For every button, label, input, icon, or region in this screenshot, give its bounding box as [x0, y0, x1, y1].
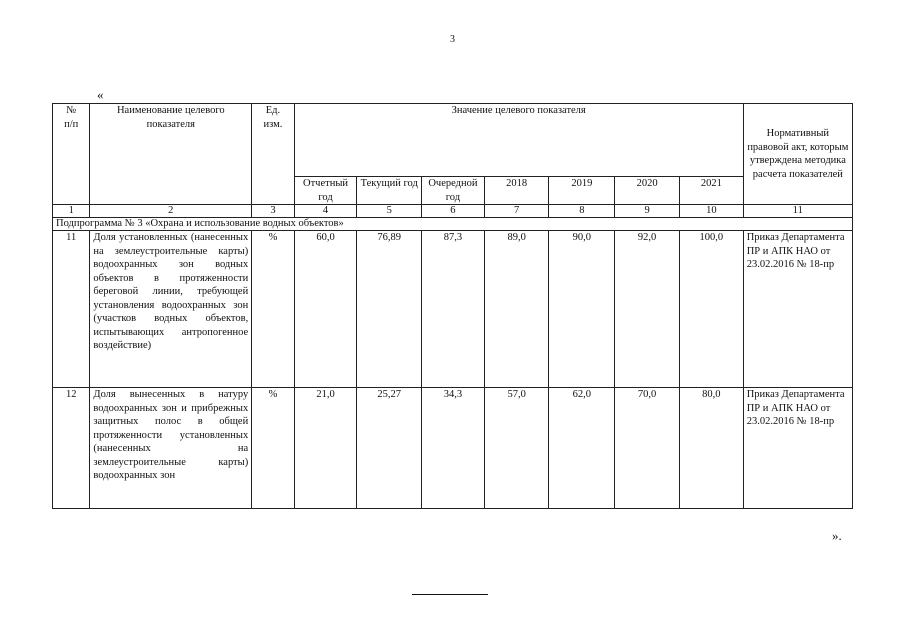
value-2020: 70,0 [615, 388, 680, 509]
header-period-next: Очередной год [422, 177, 485, 205]
value-reporting: 60,0 [294, 231, 357, 388]
column-number: 10 [679, 205, 743, 218]
value-2021: 80,0 [679, 388, 743, 509]
value-2018: 89,0 [484, 231, 549, 388]
header-year-2018: 2018 [484, 177, 549, 205]
footer-divider [412, 594, 488, 595]
header-value-group: Значение целевого показателя [294, 104, 743, 177]
value-next: 87,3 [422, 231, 485, 388]
value-reporting: 21,0 [294, 388, 357, 509]
indicators-table [52, 103, 853, 509]
value-current: 25,27 [357, 388, 422, 509]
column-number: 2 [90, 205, 252, 218]
header-year-2021: 2021 [679, 177, 743, 205]
table-row [53, 388, 853, 509]
column-number: 5 [357, 205, 422, 218]
header-legal-act: Нормативный правовой акт, которым утверждена методика расчета показателей [743, 104, 852, 205]
header-period-reporting: Отчетный год [294, 177, 357, 205]
closing-quote: ». [832, 528, 842, 543]
column-number: 3 [252, 205, 294, 218]
header-period-current: Текущий год [357, 177, 422, 205]
opening-quote: « [97, 87, 104, 102]
header-name: Наименование целевого показателя [90, 104, 252, 205]
column-number: 4 [294, 205, 357, 218]
row-number: 11 [53, 231, 90, 388]
value-2020: 92,0 [615, 231, 680, 388]
column-number-row [53, 205, 853, 218]
header-no: № п/п [53, 104, 90, 205]
column-number: 11 [743, 205, 852, 218]
page-number: 3 [450, 34, 455, 45]
value-next: 34,3 [422, 388, 485, 509]
unit-cell: % [252, 388, 294, 509]
legal-act-cell: Приказ Департамента ПР и АПК НАО от 23.02.2016 № 18-пр [743, 388, 852, 509]
value-2018: 57,0 [484, 388, 549, 509]
indicator-name: Доля вынесенных в натуру водоохранных зон и прибрежных защитных полос в общей протяженности установленных (нанесенных на землеустроительные карты) водоохранных зон [90, 388, 252, 509]
value-current: 76,89 [357, 231, 422, 388]
table-row [53, 231, 853, 388]
unit-cell: % [252, 231, 294, 388]
value-2019: 62,0 [549, 388, 615, 509]
value-2021: 100,0 [679, 231, 743, 388]
row-number: 12 [53, 388, 90, 509]
header-year-2019: 2019 [549, 177, 615, 205]
header-unit: Ед. изм. [252, 104, 294, 205]
header-year-2020: 2020 [615, 177, 680, 205]
indicator-name: Доля установленных (нанесенных на землеустроительные карты) водоохранных зон водных объектов в протяженности береговой линии, требующей установления водоохранных зон (участков водных объектов, испытывающих антропогенное воздействие) [90, 231, 252, 388]
subprogram-title: Подпрограмма № 3 «Охрана и использование водных объектов» [53, 218, 853, 231]
column-number: 6 [422, 205, 485, 218]
column-number: 7 [484, 205, 549, 218]
column-number: 9 [615, 205, 680, 218]
column-number: 1 [53, 205, 90, 218]
value-2019: 90,0 [549, 231, 615, 388]
column-number: 8 [549, 205, 615, 218]
legal-act-cell: Приказ Департамента ПР и АПК НАО от 23.02.2016 № 18-пр [743, 231, 852, 388]
